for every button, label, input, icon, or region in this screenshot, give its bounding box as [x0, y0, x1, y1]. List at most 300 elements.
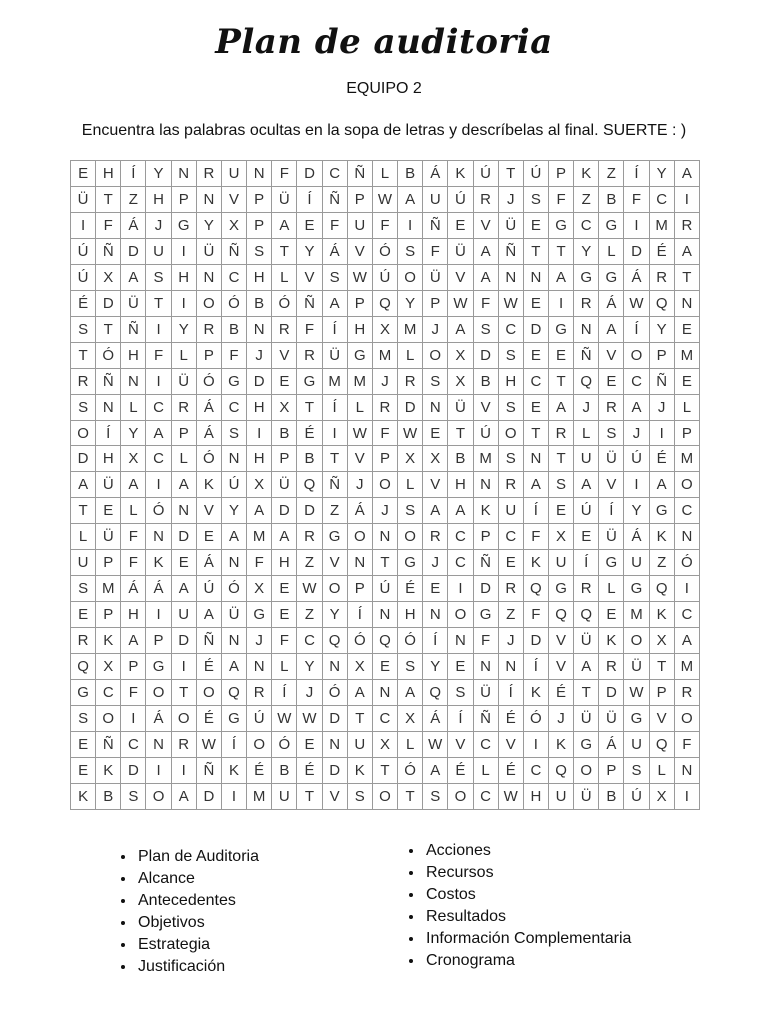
grid-cell: Ñ	[322, 472, 347, 498]
grid-cell: M	[649, 212, 674, 238]
grid-cell: A	[448, 316, 473, 342]
grid-cell: G	[347, 342, 372, 368]
grid-cell: B	[221, 316, 246, 342]
grid-cell: A	[548, 394, 573, 420]
grid-cell: Á	[599, 290, 624, 316]
grid-cell: S	[624, 757, 649, 783]
grid-cell: D	[96, 290, 121, 316]
grid-cell: N	[498, 654, 523, 680]
grid-cell: J	[146, 212, 171, 238]
grid-cell: V	[221, 186, 246, 212]
grid-cell: S	[71, 316, 96, 342]
grid-cell: M	[624, 602, 649, 628]
grid-row	[71, 161, 700, 187]
grid-cell: F	[121, 680, 146, 706]
grid-cell: O	[448, 783, 473, 809]
grid-cell: G	[322, 524, 347, 550]
grid-cell: L	[71, 524, 96, 550]
grid-cell: H	[121, 602, 146, 628]
grid-cell: Q	[548, 757, 573, 783]
grid-cell: P	[146, 628, 171, 654]
grid-cell: U	[548, 550, 573, 576]
grid-cell: F	[423, 238, 448, 264]
grid-cell: G	[574, 264, 599, 290]
grid-cell: N	[674, 757, 699, 783]
grid-cell: V	[322, 550, 347, 576]
grid-cell: V	[322, 783, 347, 809]
grid-cell: M	[322, 368, 347, 394]
grid-cell: Á	[121, 212, 146, 238]
grid-cell: C	[146, 446, 171, 472]
grid-cell: S	[599, 420, 624, 446]
grid-cell: I	[523, 731, 548, 757]
grid-cell: Ú	[624, 783, 649, 809]
grid-cell: W	[347, 264, 372, 290]
grid-row	[71, 316, 700, 342]
grid-cell: E	[196, 524, 221, 550]
grid-cell: C	[523, 368, 548, 394]
grid-cell: E	[599, 602, 624, 628]
grid-cell: Ó	[272, 731, 297, 757]
grid-cell: Ú	[448, 186, 473, 212]
grid-cell: Á	[624, 524, 649, 550]
grid-cell: S	[322, 264, 347, 290]
grid-cell: Ü	[423, 264, 448, 290]
grid-cell: N	[221, 550, 246, 576]
grid-cell: J	[574, 394, 599, 420]
grid-row	[71, 264, 700, 290]
grid-cell: G	[71, 680, 96, 706]
grid-cell: A	[674, 238, 699, 264]
grid-cell: G	[599, 264, 624, 290]
grid-cell: T	[498, 161, 523, 187]
grid-cell: N	[498, 264, 523, 290]
grid-cell: Z	[322, 498, 347, 524]
grid-cell: Á	[196, 394, 221, 420]
grid-cell: I	[624, 472, 649, 498]
grid-cell: F	[146, 342, 171, 368]
grid-cell: T	[548, 368, 573, 394]
grid-cell: Ü	[71, 186, 96, 212]
grid-cell: É	[398, 576, 423, 602]
grid-cell: L	[171, 342, 196, 368]
grid-cell: Á	[322, 238, 347, 264]
grid-cell: S	[71, 706, 96, 732]
grid-cell: Q	[548, 602, 573, 628]
grid-cell: M	[674, 342, 699, 368]
grid-cell: U	[574, 446, 599, 472]
grid-cell: E	[71, 731, 96, 757]
grid-cell: I	[674, 783, 699, 809]
grid-cell: R	[398, 368, 423, 394]
grid-cell: S	[146, 264, 171, 290]
grid-cell: É	[297, 757, 322, 783]
grid-row	[71, 550, 700, 576]
grid-cell: I	[171, 290, 196, 316]
grid-cell: P	[171, 420, 196, 446]
grid-cell: R	[473, 186, 498, 212]
grid-cell: E	[71, 602, 96, 628]
grid-cell: T	[523, 420, 548, 446]
grid-cell: C	[473, 731, 498, 757]
grid-cell: G	[599, 550, 624, 576]
grid-cell: O	[674, 706, 699, 732]
grid-cell: U	[624, 550, 649, 576]
grid-cell: O	[624, 342, 649, 368]
grid-cell: Ñ	[221, 238, 246, 264]
grid-cell: C	[523, 757, 548, 783]
grid-cell: Ü	[322, 342, 347, 368]
grid-cell: H	[498, 368, 523, 394]
grid-cell: E	[71, 757, 96, 783]
grid-cell: D	[71, 446, 96, 472]
grid-cell: Ñ	[96, 731, 121, 757]
grid-cell: A	[121, 264, 146, 290]
grid-cell: Q	[649, 731, 674, 757]
grid-row	[71, 368, 700, 394]
grid-cell: Q	[523, 576, 548, 602]
grid-cell: V	[347, 238, 372, 264]
grid-cell: R	[599, 394, 624, 420]
grid-cell: V	[548, 654, 573, 680]
grid-cell: A	[221, 524, 246, 550]
grid-cell: T	[272, 238, 297, 264]
grid-row	[71, 731, 700, 757]
grid-cell: Ü	[624, 654, 649, 680]
grid-cell: Y	[121, 420, 146, 446]
grid-cell: P	[347, 186, 372, 212]
grid-row	[71, 186, 700, 212]
grid-cell: L	[473, 757, 498, 783]
grid-cell: N	[247, 161, 272, 187]
grid-cell: R	[247, 680, 272, 706]
grid-cell: K	[649, 602, 674, 628]
grid-cell: T	[523, 238, 548, 264]
grid-cell: H	[347, 316, 372, 342]
grid-cell: R	[423, 524, 448, 550]
grid-cell: R	[171, 731, 196, 757]
grid-cell: C	[448, 524, 473, 550]
grid-cell: S	[498, 446, 523, 472]
grid-cell: N	[473, 472, 498, 498]
grid-cell: Y	[624, 498, 649, 524]
instructions-text: Encuentra las palabras ocultas en la sopa de letras y descríbelas al final. SUERTE : )	[81, 122, 687, 139]
grid-cell: T	[297, 394, 322, 420]
grid-cell: É	[498, 757, 523, 783]
grid-cell: M	[398, 316, 423, 342]
grid-cell: Á	[196, 550, 221, 576]
grid-cell: Z	[574, 186, 599, 212]
grid-cell: T	[398, 783, 423, 809]
grid-cell: Ú	[473, 161, 498, 187]
grid-cell: I	[146, 368, 171, 394]
grid-cell: A	[398, 186, 423, 212]
grid-cell: A	[574, 472, 599, 498]
grid-cell: X	[247, 576, 272, 602]
grid-cell: O	[196, 680, 221, 706]
team-label: EQUIPO 2	[346, 80, 422, 97]
grid-cell: D	[171, 524, 196, 550]
grid-cell: Á	[146, 706, 171, 732]
grid-cell: Ó	[196, 368, 221, 394]
grid-cell: H	[96, 446, 121, 472]
grid-cell: A	[448, 498, 473, 524]
grid-cell: Ñ	[196, 757, 221, 783]
grid-cell: A	[196, 602, 221, 628]
grid-cell: B	[247, 290, 272, 316]
grid-cell: G	[247, 602, 272, 628]
grid-cell: V	[498, 731, 523, 757]
grid-cell: Ú	[473, 420, 498, 446]
grid-row	[71, 628, 700, 654]
grid-cell: A	[473, 264, 498, 290]
grid-cell: A	[599, 316, 624, 342]
grid-cell: J	[372, 368, 397, 394]
grid-cell: A	[423, 498, 448, 524]
grid-cell: Ó	[221, 576, 246, 602]
grid-cell: Ó	[221, 290, 246, 316]
grid-cell: Ú	[574, 498, 599, 524]
grid-cell: Ü	[272, 472, 297, 498]
grid-cell: S	[71, 394, 96, 420]
grid-cell: A	[548, 264, 573, 290]
grid-cell: U	[71, 550, 96, 576]
grid-cell: Q	[297, 472, 322, 498]
grid-cell: R	[71, 368, 96, 394]
grid-cell: K	[146, 550, 171, 576]
grid-cell: J	[624, 420, 649, 446]
grid-cell: Á	[423, 706, 448, 732]
grid-cell: M	[372, 342, 397, 368]
grid-cell: R	[196, 316, 221, 342]
grid-cell: A	[674, 628, 699, 654]
grid-cell: G	[624, 706, 649, 732]
grid-cell: N	[96, 394, 121, 420]
grid-cell: Á	[347, 498, 372, 524]
grid-cell: Ú	[196, 576, 221, 602]
grid-row	[71, 420, 700, 446]
grid-cell: N	[196, 264, 221, 290]
grid-cell: T	[297, 783, 322, 809]
grid-cell: E	[448, 654, 473, 680]
grid-cell: Í	[121, 161, 146, 187]
grid-cell: P	[347, 290, 372, 316]
grid-cell: L	[121, 498, 146, 524]
grid-cell: K	[221, 757, 246, 783]
grid-cell: Á	[599, 731, 624, 757]
grid-cell: Ñ	[649, 368, 674, 394]
grid-cell: S	[398, 654, 423, 680]
grid-cell: G	[146, 654, 171, 680]
grid-cell: R	[649, 264, 674, 290]
grid-cell: A	[171, 576, 196, 602]
grid-cell: C	[121, 731, 146, 757]
grid-cell: D	[398, 394, 423, 420]
grid-cell: E	[523, 212, 548, 238]
grid-cell: Ó	[96, 342, 121, 368]
grid-cell: J	[423, 550, 448, 576]
grid-row	[71, 524, 700, 550]
word-list-item: • Objetivos	[136, 912, 259, 934]
grid-cell: V	[473, 394, 498, 420]
grid-cell: Ñ	[196, 628, 221, 654]
grid-cell: Ó	[146, 498, 171, 524]
grid-row	[71, 654, 700, 680]
grid-cell: C	[473, 783, 498, 809]
grid-cell: X	[221, 212, 246, 238]
grid-cell: R	[548, 420, 573, 446]
grid-cell: Ü	[121, 290, 146, 316]
grid-cell: O	[146, 783, 171, 809]
grid-cell: N	[121, 368, 146, 394]
grid-cell: L	[171, 446, 196, 472]
grid-cell: I	[649, 420, 674, 446]
grid-cell: E	[96, 498, 121, 524]
grid-cell: E	[498, 550, 523, 576]
grid-row	[71, 602, 700, 628]
grid-cell: A	[523, 472, 548, 498]
grid-cell: B	[599, 783, 624, 809]
grid-cell: O	[624, 628, 649, 654]
grid-cell: I	[121, 706, 146, 732]
grid-cell: E	[674, 316, 699, 342]
grid-cell: E	[523, 394, 548, 420]
grid-cell: H	[247, 446, 272, 472]
grid-cell: L	[272, 654, 297, 680]
word-list-item: • Acciones	[424, 840, 631, 862]
grid-cell: S	[423, 783, 448, 809]
grid-cell: W	[297, 706, 322, 732]
grid-cell: S	[71, 576, 96, 602]
grid-cell: N	[523, 446, 548, 472]
grid-cell: H	[171, 264, 196, 290]
grid-cell: N	[322, 731, 347, 757]
word-list-left	[114, 846, 259, 978]
grid-cell: Í	[322, 316, 347, 342]
grid-cell: P	[347, 576, 372, 602]
word-list-item: • Costos	[424, 884, 631, 906]
grid-cell: E	[423, 576, 448, 602]
word-list-item: • Plan de Auditoria	[136, 846, 259, 868]
grid-cell: Ñ	[96, 368, 121, 394]
grid-cell: F	[272, 628, 297, 654]
grid-cell: U	[624, 731, 649, 757]
grid-cell: F	[548, 186, 573, 212]
grid-cell: I	[146, 757, 171, 783]
grid-cell: T	[448, 420, 473, 446]
grid-cell: X	[372, 731, 397, 757]
grid-cell: A	[624, 394, 649, 420]
grid-cell: Y	[297, 238, 322, 264]
grid-cell: O	[448, 602, 473, 628]
grid-cell: H	[448, 472, 473, 498]
word-list-item: • Alcance	[136, 868, 259, 890]
grid-row	[71, 212, 700, 238]
grid-cell: I	[146, 472, 171, 498]
grid-cell: Ñ	[121, 316, 146, 342]
grid-cell: Ñ	[347, 161, 372, 187]
grid-cell: W	[398, 420, 423, 446]
grid-cell: Q	[322, 628, 347, 654]
grid-cell: U	[423, 186, 448, 212]
grid-cell: I	[247, 420, 272, 446]
grid-cell: O	[674, 472, 699, 498]
grid-cell: E	[548, 342, 573, 368]
grid-cell: Q	[649, 576, 674, 602]
grid-cell: U	[171, 602, 196, 628]
grid-cell: X	[96, 264, 121, 290]
grid-cell: É	[297, 420, 322, 446]
grid-cell: J	[423, 316, 448, 342]
grid-cell: Í	[347, 602, 372, 628]
grid-cell: A	[272, 524, 297, 550]
grid-cell: N	[347, 550, 372, 576]
grid-cell: U	[498, 498, 523, 524]
grid-cell: F	[473, 290, 498, 316]
grid-cell: Q	[574, 602, 599, 628]
grid-row	[71, 783, 700, 809]
grid-cell: Y	[221, 498, 246, 524]
grid-cell: J	[297, 680, 322, 706]
grid-cell: Í	[523, 654, 548, 680]
grid-cell: C	[649, 186, 674, 212]
grid-cell: Ú	[71, 264, 96, 290]
grid-cell: L	[347, 394, 372, 420]
grid-cell: J	[498, 628, 523, 654]
grid-cell: T	[548, 238, 573, 264]
grid-row	[71, 342, 700, 368]
grid-cell: S	[448, 680, 473, 706]
grid-cell: Ü	[196, 238, 221, 264]
grid-cell: T	[674, 264, 699, 290]
grid-cell: Ü	[599, 706, 624, 732]
grid-cell: G	[221, 706, 246, 732]
grid-cell: O	[171, 706, 196, 732]
grid-cell: Ü	[473, 680, 498, 706]
grid-cell: L	[574, 420, 599, 446]
grid-cell: A	[247, 498, 272, 524]
word-list-item: • Antecedentes	[136, 890, 259, 912]
grid-cell: C	[498, 316, 523, 342]
grid-cell: Y	[146, 161, 171, 187]
grid-cell: Q	[649, 290, 674, 316]
grid-cell: A	[322, 290, 347, 316]
grid-cell: L	[121, 394, 146, 420]
grid-cell: V	[448, 731, 473, 757]
grid-cell: Ñ	[574, 342, 599, 368]
grid-cell: Ú	[372, 576, 397, 602]
grid-cell: L	[599, 238, 624, 264]
grid-cell: U	[146, 238, 171, 264]
grid-cell: V	[599, 342, 624, 368]
grid-cell: O	[372, 472, 397, 498]
grid-cell: C	[146, 394, 171, 420]
grid-cell: T	[574, 680, 599, 706]
grid-cell: Í	[498, 680, 523, 706]
grid-cell: G	[473, 602, 498, 628]
grid-cell: N	[674, 290, 699, 316]
grid-cell: N	[423, 394, 448, 420]
grid-cell: N	[146, 524, 171, 550]
grid-cell: O	[498, 420, 523, 446]
grid-cell: Z	[121, 186, 146, 212]
grid-cell: X	[448, 368, 473, 394]
grid-cell: K	[523, 680, 548, 706]
grid-cell: Í	[96, 420, 121, 446]
grid-cell: Y	[171, 316, 196, 342]
grid-cell: Ü	[96, 472, 121, 498]
grid-cell: F	[221, 342, 246, 368]
